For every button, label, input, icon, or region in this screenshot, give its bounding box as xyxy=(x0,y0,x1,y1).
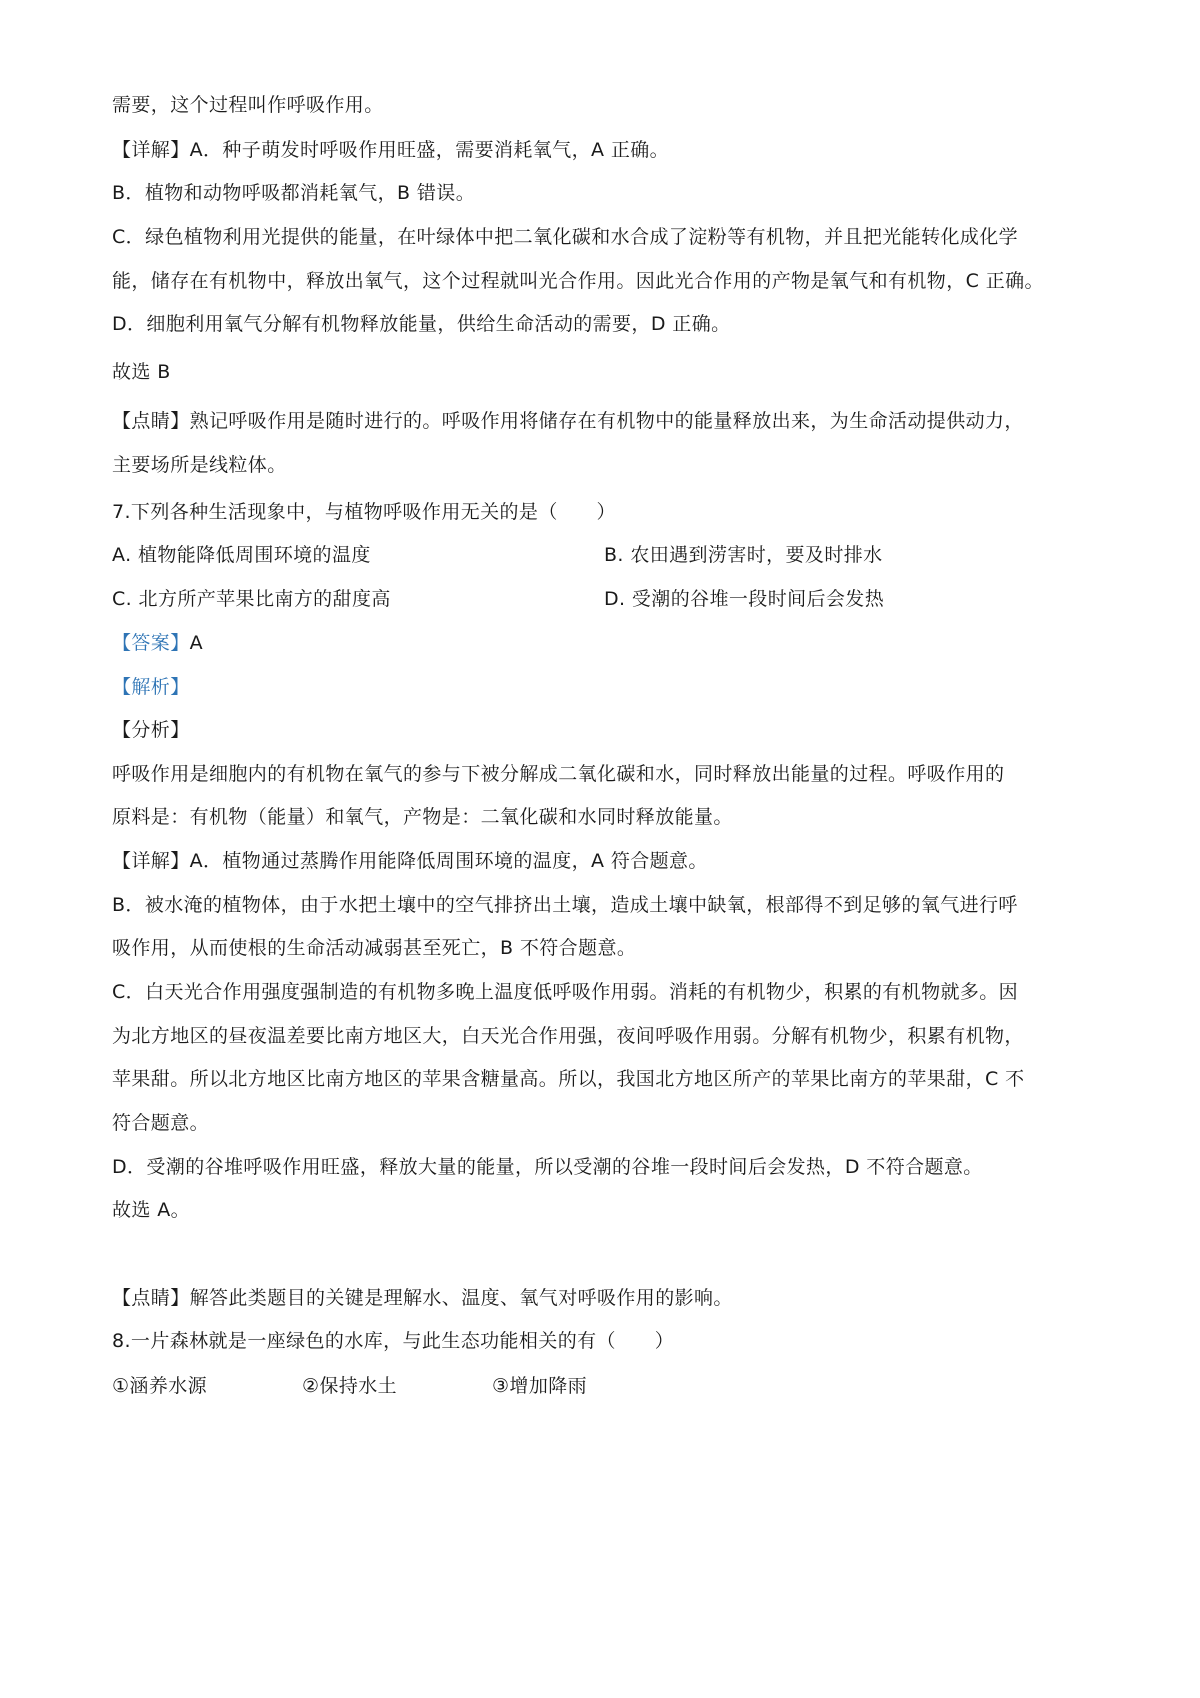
answer-label: 【答案】 xyxy=(112,632,190,654)
q7-option-d: D. 受潮的谷堆一段时间后会发热 xyxy=(604,588,885,610)
answer-line xyxy=(112,628,203,658)
detail-line-b: B．植物和动物呼吸都消耗氧气，B 错误。 xyxy=(112,182,476,204)
q7-option-b: B. 农田遇到涝害时，要及时排水 xyxy=(604,544,883,566)
answer-value: A xyxy=(189,632,204,654)
detail-line-c1: C．绿色植物利用光提供的能量，在叶绿体中把二氧化碳和水合成了淀粉等有机物，并且把光能转化成化学 xyxy=(112,226,1019,248)
fenxi-label: 【分析】 xyxy=(112,719,190,741)
q7-dianjing: 【点睛】解答此类题目的关键是理解水、温度、氧气对呼吸作用的影响。 xyxy=(112,1287,733,1309)
analysis-line-1: 呼吸作用是细胞内的有机物在氧气的参与下被分解成二氧化碳和水，同时释放出能量的过程。呼吸作用的 xyxy=(112,763,1005,785)
q7-option-a: A. 植物能降低周围环境的温度 xyxy=(112,544,371,566)
text-line: 需要，这个过程叫作呼吸作用。 xyxy=(112,94,384,116)
q7-detail-b1: B．被水淹的植物体，由于水把土壤中的空气排挤出土壤，造成土壤中缺氧，根部得不到足够的氧气进行呼 xyxy=(112,894,1018,916)
q7-detail-b2: 吸作用，从而使根的生命活动减弱甚至死亡，B 不符合题意。 xyxy=(112,937,637,959)
q8-item-3: ③增加降雨 xyxy=(492,1375,588,1397)
analysis-label: 【解析】 xyxy=(112,676,190,698)
q7-detail-c2: 为北方地区的昼夜温差要比南方地区大，白天光合作用强，夜间呼吸作用弱。分解有机物少，积累有机物， xyxy=(112,1025,1024,1047)
document-page xyxy=(112,0,1102,1698)
q7-detail-c3: 苹果甜。所以北方地区比南方地区的苹果含糖量高。所以，我国北方地区所产的苹果比南方的苹果甜，C 不 xyxy=(112,1068,1025,1090)
analysis-line-2: 原料是：有机物（能量）和氧气，产物是：二氧化碳和水同时释放能量。 xyxy=(112,806,733,828)
dianjing-line-1: 【点睛】熟记呼吸作用是随时进行的。呼吸作用将储存在有机物中的能量释放出来，为生命活动提供动力， xyxy=(112,410,1024,432)
q8-item-2: ②保持水土 xyxy=(302,1375,398,1397)
question-7-stem: 7.下列各种生活现象中，与植物呼吸作用无关的是（ ） xyxy=(112,501,616,523)
q7-detail-a: 【详解】A．植物通过蒸腾作用能降低周围环境的温度，A 符合题意。 xyxy=(112,850,708,872)
dianjing-line-2: 主要场所是线粒体。 xyxy=(112,454,287,476)
q7-detail-c4: 符合题意。 xyxy=(112,1112,210,1134)
question-8-stem: 8.一片森林就是一座绿色的水库，与此生态功能相关的有（ ） xyxy=(112,1330,675,1352)
detail-line-a: 【详解】A．种子萌发时呼吸作用旺盛，需要消耗氧气，A 正确。 xyxy=(112,139,670,161)
q7-choice: 故选 A。 xyxy=(112,1199,191,1221)
q8-item-1: ①涵养水源 xyxy=(112,1375,208,1397)
detail-line-c2: 能，储存在有机物中，释放出氧气，这个过程就叫光合作用。因此光合作用的产物是氧气和有机物，C 正确。 xyxy=(112,270,1044,292)
q7-detail-d: D．受潮的谷堆呼吸作用旺盛，释放大量的能量，所以受潮的谷堆一段时间后会发热，D 不符合题意。 xyxy=(112,1156,983,1178)
q7-option-c: C. 北方所产苹果比南方的甜度高 xyxy=(112,588,391,610)
choice-line: 故选 B xyxy=(112,361,171,383)
detail-line-d: D．细胞利用氧气分解有机物释放能量，供给生命活动的需要，D 正确。 xyxy=(112,313,731,335)
q7-detail-c1: C．白天光合作用强度强制造的有机物多晚上温度低呼吸作用弱。消耗的有机物少，积累的有机物就多。因 xyxy=(112,981,1019,1003)
